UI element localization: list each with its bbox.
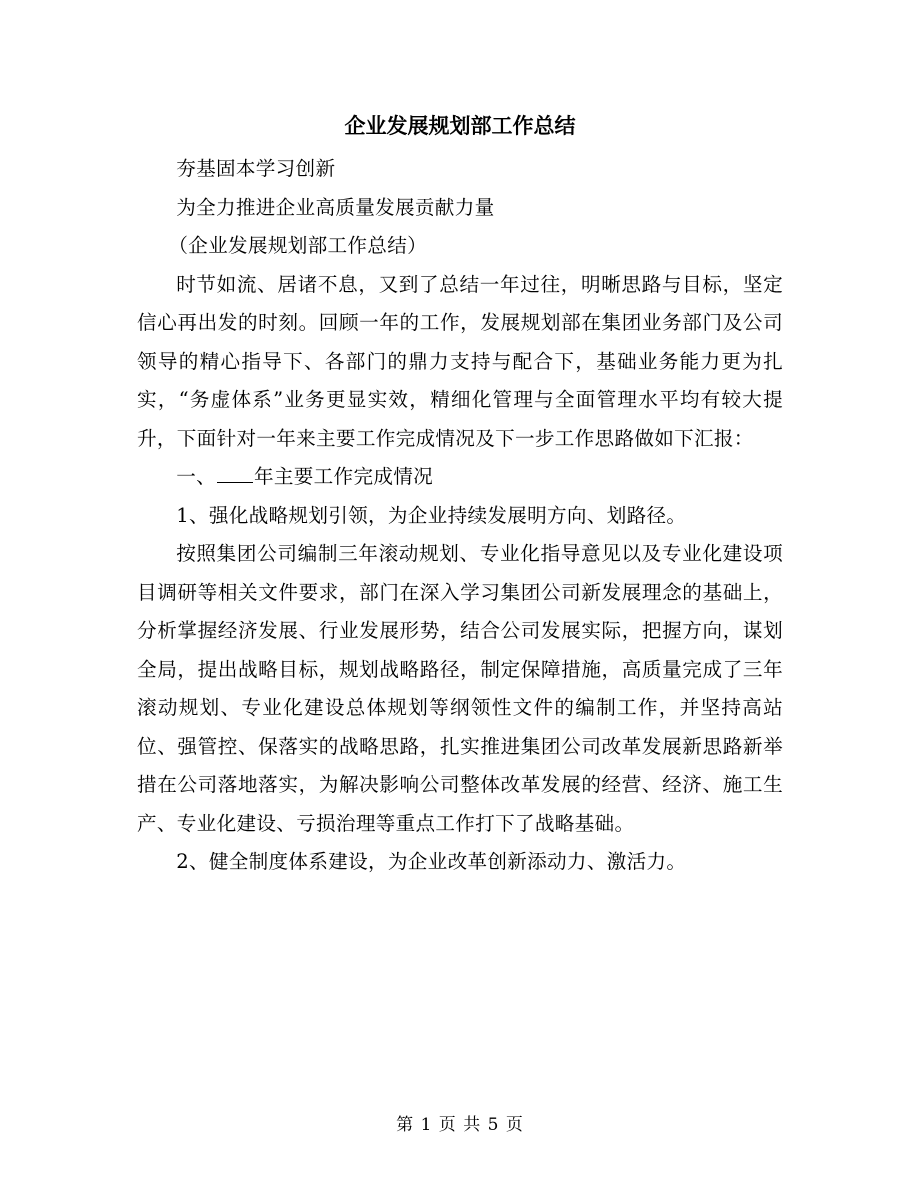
document-body — [137, 150, 783, 882]
section-1-suffix: 年主要工作完成情况 — [253, 465, 434, 488]
page-footer — [0, 1113, 920, 1137]
subtitle-line-1: 夯基固本学习创新 — [176, 157, 336, 180]
intro-paragraph: 时节如流、居诸不息，又到了总结一年过往，明晰思路与目标，坚定信心再出发的时刻。回顾一年的工作，发展规划部在集团业务部门及公司领导的精心指导下、各部门的鼎力支持与配合下，基础业务能力更为扎实，“务虚体系”业务更显实效，精细化管理与全面管理水平均有较大提升，下面针对一年来主要工作完成情况及下一步工作思路做如下汇报： — [137, 272, 783, 450]
item-1-heading: 1、强化战略规划引领，为企业持续发展明方向、划路径。 — [176, 503, 687, 527]
subtitle-line-2: 为全力推进企业高质量发展贡献力量 — [176, 195, 495, 219]
subtitle-line-3: （企业发展规划部工作总结） — [168, 234, 427, 257]
page-title: 企业发展规划部工作总结 — [344, 113, 576, 138]
page-number: 第 1 页 共 5 页 — [396, 1115, 524, 1135]
year-blank-underline — [217, 464, 253, 483]
item-2-heading: 2、健全制度体系建设，为企业改革创新添动力、激活力。 — [176, 850, 687, 873]
section-1-heading — [137, 458, 783, 497]
item-1-body: 按照集团公司编制三年滚动规划、专业化指导意见以及专业化建设项目调研等相关文件要求，部门在深入学习集团公司新发展理念的基础上，分析掌握经济发展、行业发展形势，结合公司发展实际，把握方向，谋划全局，提出战略目标，规划战略路径，制定保障措施，高质量完成了三年滚动规划、专业化建设总体规划等纲领性文件的编制工作，并坚持高站位、强管控、保落实的战略思路，扎实推进集团公司改革发展新思路新举措在公司落地落实，为解决影响公司整体改革发展的经营、经济、施工生产、专业化建设、亏损治理等重点工作打下了战略基础。 — [137, 542, 783, 835]
section-1-prefix: 一、 — [176, 465, 216, 488]
